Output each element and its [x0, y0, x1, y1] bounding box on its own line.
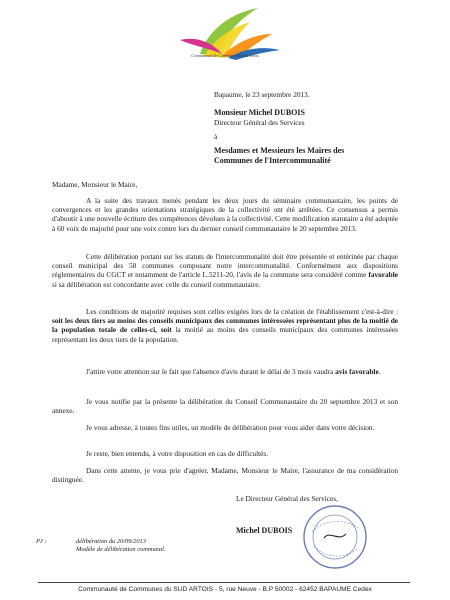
a-label: à	[214, 132, 218, 141]
stamp-seal-icon	[300, 502, 370, 572]
paragraph-6: Je vous adresse, à toutes fins utiles, un modèle de délibération pour vous aider dans votre décision.	[86, 423, 375, 432]
paragraph-1: A la suite des travaux menés pendant les deux jours du séminaire communautaire, les points de convergences et les grandes orientations stratégiques de la collectivité ont été arrêtées. Ce consensus a permis d'aboutir à une nouvelle écriture des compétences dévolues à la collectivité. Cette modification statutaire a été adoptée à 60 voix de majorité pour une voix contre lors du dernier conseil communautaire le 20 septembre 2013.	[52, 196, 398, 233]
date-line: Bapaume, le 23 septembre 2013.	[214, 90, 310, 99]
paragraph-4	[52, 367, 398, 376]
paragraph-3	[52, 307, 398, 344]
paragraph-3-majority-rule: soit les deux tiers au moins des conseils municipaux des communes intéressées représentant plus de la moitié de la population totale de celles-ci, soit	[52, 316, 398, 335]
paragraph-2-text-b: si sa délibération est concordante avec celle du conseil communautaire.	[52, 279, 261, 289]
logo-caption: Communauté de Communes du Sud Artois	[191, 53, 259, 58]
paragraph-4-favorable: avis favorable	[335, 367, 379, 376]
paragraph-3-text-c: la moitié au moins des conseils municipaux des communes intéressées représentant les deux tiers de la population.	[52, 325, 398, 344]
paragraph-2	[52, 252, 398, 289]
sender-title: Directeur Général des Services	[214, 118, 305, 127]
signature-name: Michel DUBOIS	[236, 526, 293, 535]
paragraph-2-text-a: Cette délibération portant sur les statuts de l'intercommunalité doit être présentée et entérinée par chaque conseil municipal des 58 communes composant notre intercommunalité. Conformément aux dispositions réglementaires du CGCT et notamment de l'article L.5211-20, l'avis de la commune sera considéré comme	[52, 252, 398, 280]
footer-divider	[38, 582, 410, 583]
footer-address: Communauté de Communes du SUD ARTOIS - 5, rue Neuve - B.P 50002 - 62452 BAPAUME Cedex	[78, 586, 372, 593]
attachments-label: PJ :	[36, 538, 47, 545]
salutation: Madame, Monsieur le Maire,	[52, 180, 138, 189]
paragraph-2-favorable: favorable	[368, 270, 398, 280]
paragraph-7: Je reste, bien entendu, à votre disposition en cas de difficultés.	[86, 449, 269, 458]
paragraph-8: Dans cette attente, je vous prie d'agréer, Madame, Monsieur le Maire, l'assurance de ma considération distinguée.	[52, 466, 398, 485]
sender-name: Monsieur Michel DUBOIS	[214, 108, 305, 117]
official-stamp	[300, 502, 370, 572]
paragraph-4-text-b: .	[378, 367, 381, 376]
paragraph-3-text-a: Les conditions de majorité requises sont celles exigées lors de la création de l'établissement c'est-à-dire :	[86, 307, 398, 316]
paragraph-4-text-a: J'attire votre attention sur le fait que l'absence d'avis durant le délai de 3 mois vaudra	[86, 367, 336, 376]
recipient-line-2: Communes de l'Intercommunalité	[214, 156, 331, 165]
attachment-2: Modèle de délibération communal.	[76, 546, 166, 553]
attachment-1: délibération du 20/09/2013	[76, 538, 146, 545]
paragraph-5: Je vous notifie par la présente la délibération du Conseil Communautaire du 20 septembre 2013 et son annexe.	[52, 397, 398, 416]
recipient-line-1: Mesdames et Messieurs les Maires des	[214, 146, 345, 155]
signature-role: Le Directeur Général des Services,	[236, 494, 338, 503]
